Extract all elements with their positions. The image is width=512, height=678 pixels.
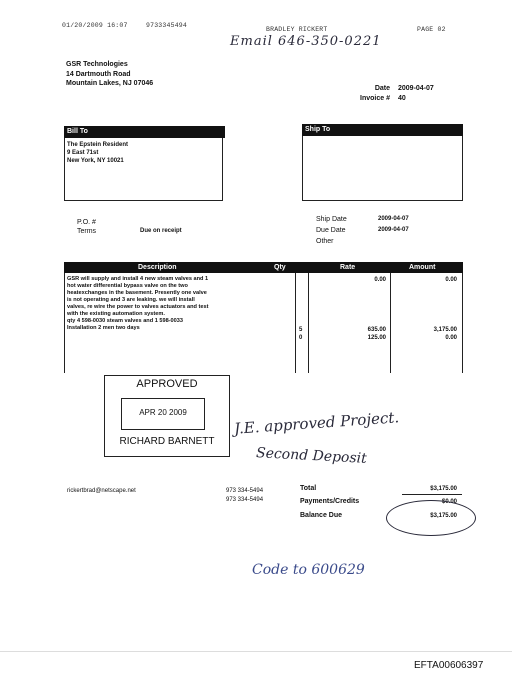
total-amount: $3,175.00 (430, 486, 457, 492)
col-qty: Qty (274, 264, 286, 271)
bill-to-label: Bill To (67, 128, 88, 135)
terms-label: Terms (77, 228, 97, 235)
fax-timestamp: 01/20/2009 16:07 (62, 22, 128, 29)
invoice-date: 2009-04-07 (398, 85, 434, 92)
stamp-date-box (121, 398, 205, 430)
row3-amount: 0.00 (445, 335, 457, 341)
stamp-title: APPROVED (136, 378, 198, 390)
row1-rate: 0.00 (374, 277, 386, 283)
company-address-line1: 14 Dartmouth Road (66, 71, 131, 78)
table-header-row (64, 262, 463, 273)
row3-qty: 0 (299, 335, 303, 341)
po-label: P.O. # (77, 219, 96, 226)
bill-to-line2: 9 East 71st (67, 150, 99, 156)
handwritten-approval-note: J.E. approved Project. (233, 408, 400, 438)
row1-amount: 0.00 (445, 277, 457, 283)
ship-to-label: Ship To (305, 126, 331, 133)
footer-phone: 973 334-5494 (226, 488, 264, 494)
due-date: 2009-04-07 (378, 227, 409, 233)
date-label: Date (374, 85, 390, 92)
bill-to-line3: New York, NY 10021 (67, 158, 124, 164)
balance-due-label: Balance Due (300, 512, 343, 519)
due-date-label: Due Date (316, 227, 346, 234)
approved-stamp (104, 375, 230, 457)
balance-circle-mark (386, 500, 476, 536)
fax-page: PAGE 02 (417, 26, 446, 33)
bill-to-line1: The Epstein Resident (67, 142, 129, 148)
bill-to-header (64, 126, 225, 138)
invoice-number: 40 (398, 95, 406, 102)
line-item-description: GSR will supply and install 4 new steam valves and 1 hot water differential bypass valve on the two heatexchanges in the basement. Presently one valve is not operating and 3 are leaking. we will install valves, re wire the power to valves actuators and test with the existing automation system. qty 4 598-0030 steam valves and 1 598-0033 Installation 2 men two days (67, 276, 209, 331)
footer-fax: 973 334-5494 (226, 497, 264, 503)
document-id: EFTA00606397 (414, 660, 484, 671)
invoice-number-label: Invoice # (360, 95, 390, 102)
terms-value: Due on receipt (140, 228, 182, 234)
company-name: GSR Technologies (66, 61, 128, 68)
footer-email: rickertbrad@netscape.net (67, 488, 136, 494)
handwritten-email-note: Email 646-350-0221 (230, 34, 382, 49)
handwritten-deposit-note: Second Deposit (255, 445, 368, 467)
row2-qty: 5 (299, 327, 303, 333)
row2-amount: 3,175.00 (433, 327, 457, 333)
col-description: Description (138, 264, 177, 271)
stamp-date: APR 20 2009 (139, 408, 187, 417)
other-label: Other (316, 238, 334, 245)
payments-label: Payments/Credits (300, 498, 360, 505)
stamp-name: RICHARD BARNETT (119, 436, 215, 447)
total-label: Total (300, 485, 317, 492)
company-address-line2: Mountain Lakes, NJ 07046 (66, 80, 154, 87)
ship-to-header (302, 124, 463, 136)
payments-amount: $0.00 (441, 499, 457, 505)
balance-due-amount: $3,175.00 (430, 513, 457, 519)
row3-rate: 125.00 (367, 335, 386, 341)
col-rate: Rate (340, 264, 356, 271)
ship-date: 2009-04-07 (378, 216, 409, 222)
fax-sender-name: BRADLEY RICKERT (266, 26, 328, 33)
handwritten-code-note: Code to 600629 (252, 562, 365, 578)
ship-date-label: Ship Date (316, 216, 347, 223)
fax-number: 9733345494 (146, 22, 188, 29)
col-amount: Amount (409, 264, 436, 271)
row2-rate: 635.00 (367, 327, 386, 333)
